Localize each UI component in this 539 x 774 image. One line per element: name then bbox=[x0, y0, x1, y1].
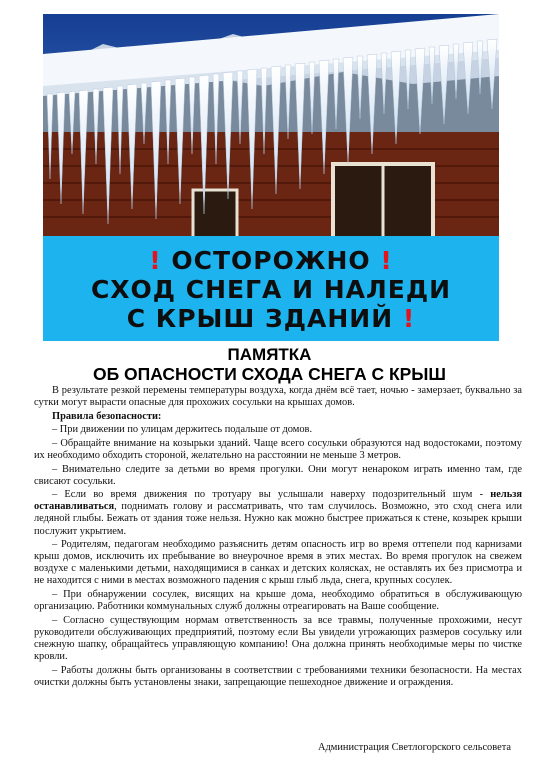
memo-body bbox=[34, 385, 522, 690]
memo-title: ПАМЯТКА bbox=[227, 345, 312, 364]
rule-item: – Работы должны быть организованы в соответствии с требованиями техники безопасности. На местах очистки должны быть установлены знаки, запрещающие пешеходное движение и ограждения. bbox=[34, 664, 522, 688]
rule-item bbox=[34, 489, 522, 537]
rule-text: – Если во время движения по тротуару вы услышали наверху подозрительный шум - bbox=[52, 489, 491, 501]
icicles-roof-photo bbox=[43, 14, 499, 240]
rule-item: – При движении по улицам держитесь подальше от домов. bbox=[52, 424, 313, 436]
banner-line-3 bbox=[43, 304, 499, 333]
memo-subtitle: ОБ ОПАСНОСТИ СХОДА СНЕГА С КРЫШ bbox=[92, 364, 447, 384]
banner-line-1 bbox=[43, 246, 499, 275]
warning-banner bbox=[43, 236, 499, 341]
banner-line-3-text: С КРЫШ ЗДАНИЙ bbox=[126, 304, 394, 333]
icicles-illustration bbox=[43, 14, 499, 240]
exclamation-icon: ! bbox=[380, 246, 393, 275]
signature: Администрация Светлогорского сельсовета bbox=[317, 742, 511, 753]
rule-item: – Обращайте внимание на козырьки зданий. Чаще всего сосульки образуются над водостоками, поэтому их необходимо обходить стороной, желательно на расстоянии не меньше 3 метров. bbox=[34, 437, 522, 461]
rule-item: – Согласно существующим нормам ответственность за все травмы, полученные прохожими, несут руководители обслуживающих предприятий, поэтому если Вы увидели угрожающих размеров сосульку или снежную шапку, обращайтесь управляющую компанию! Она должна принять необходимые меры по чистке кровли. bbox=[34, 614, 522, 662]
rule-item: – При обнаружении сосулек, висящих на крыше дома, необходимо обратиться в обслуживающую организацию. Работники коммунальных служб должны отреагировать на Ваше сообщение. bbox=[34, 589, 522, 613]
intro-paragraph: В результате резкой перемены температуры воздуха, когда днём всё тает, ночью - замерзает, буквально за сутки могут вырасти опасные для прохожих сосульки на крышах домов. bbox=[34, 385, 522, 409]
rule-item: – Родителям, педагогам необходимо разъяснить детям опасность игр во время оттепели под карнизами крыш домов, исключить их пребывание во внеурочное время в этих местах. Во время прогулок на свежем воздухе с маленькими детьми, находящимися в санках и детских колясках, не оставлять их без присмотра и не находится с ними в местах возможного падения с крыш глыб льда, снега, крупных сосулек. bbox=[34, 539, 522, 587]
rule-text: , поднимать голову и рассматривать, что там случилось. Возможно, это сход снега или ледяной глыбы. Бежать от здания тоже нельзя. Нужно как можно быстрее прижаться к стене, козырек крыши послужит укрытием. bbox=[34, 501, 522, 537]
rules-heading: Правила безопасности: bbox=[52, 410, 162, 422]
banner-warning-word: ОСТОРОЖНО bbox=[171, 246, 371, 275]
banner-line-2: СХОД СНЕГА И НАЛЕДИ bbox=[90, 275, 452, 304]
exclamation-icon: ! bbox=[149, 246, 162, 275]
exclamation-icon: ! bbox=[402, 304, 416, 333]
rule-emphasis: нельзя останавливаться bbox=[34, 489, 522, 513]
rule-item: – Внимательно следите за детьми во время прогулки. Они могут ненароком играть именно там, где свисают сосульки. bbox=[34, 463, 522, 487]
